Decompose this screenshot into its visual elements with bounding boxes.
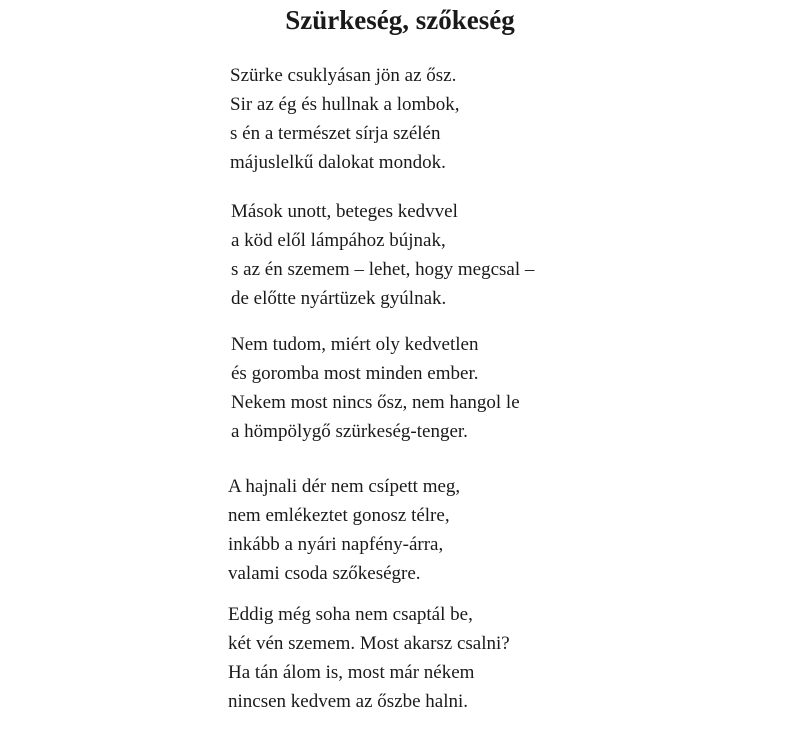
poem-line: de előtte nyártüzek gyúlnak.: [231, 288, 447, 309]
poem-line: Nem tudom, miért oly kedvetlen: [231, 334, 479, 355]
poem-line: A hajnali dér nem csípett meg,: [228, 476, 461, 497]
poem-line: két vén szemem. Most akarsz csalni?: [228, 633, 510, 654]
poem-line: Szürke csuklyásan jön az ősz.: [230, 65, 457, 86]
poem-line: Ha tán álom is, most már nékem: [228, 662, 475, 683]
poem-line: Nekem most nincs ősz, nem hangol le: [231, 392, 520, 413]
poem-line: nem emlékeztet gonosz télre,: [228, 505, 450, 526]
poem-line: Sir az ég és hullnak a lombok,: [230, 94, 460, 115]
poem-line: inkább a nyári napfény-árra,: [228, 534, 444, 555]
stanza-4: [228, 472, 460, 588]
poem-line: Mások unott, beteges kedvvel: [231, 201, 458, 222]
poem-line: és goromba most minden ember.: [231, 363, 479, 384]
poem-title: Szürkeség, szőkeség: [285, 5, 515, 35]
stanza-2: [231, 197, 534, 313]
poem-line: májuslelkű dalokat mondok.: [230, 152, 446, 173]
poem-line: Eddig még soha nem csaptál be,: [228, 604, 473, 625]
stanza-1: [230, 61, 460, 177]
poem-line: s én a természet sírja szélén: [230, 123, 441, 144]
poem-line: a hömpölygő szürkeség-tenger.: [231, 421, 468, 442]
poem-line: s az én szemem – lehet, hogy megcsal –: [231, 259, 535, 280]
stanza-5: [228, 600, 510, 716]
poem-line: a köd elől lámpához bújnak,: [231, 230, 446, 251]
poem-line: valami csoda szőkeségre.: [228, 563, 421, 584]
poem-line: nincsen kedvem az őszbe halni.: [228, 691, 469, 712]
stanza-3: [231, 330, 520, 446]
